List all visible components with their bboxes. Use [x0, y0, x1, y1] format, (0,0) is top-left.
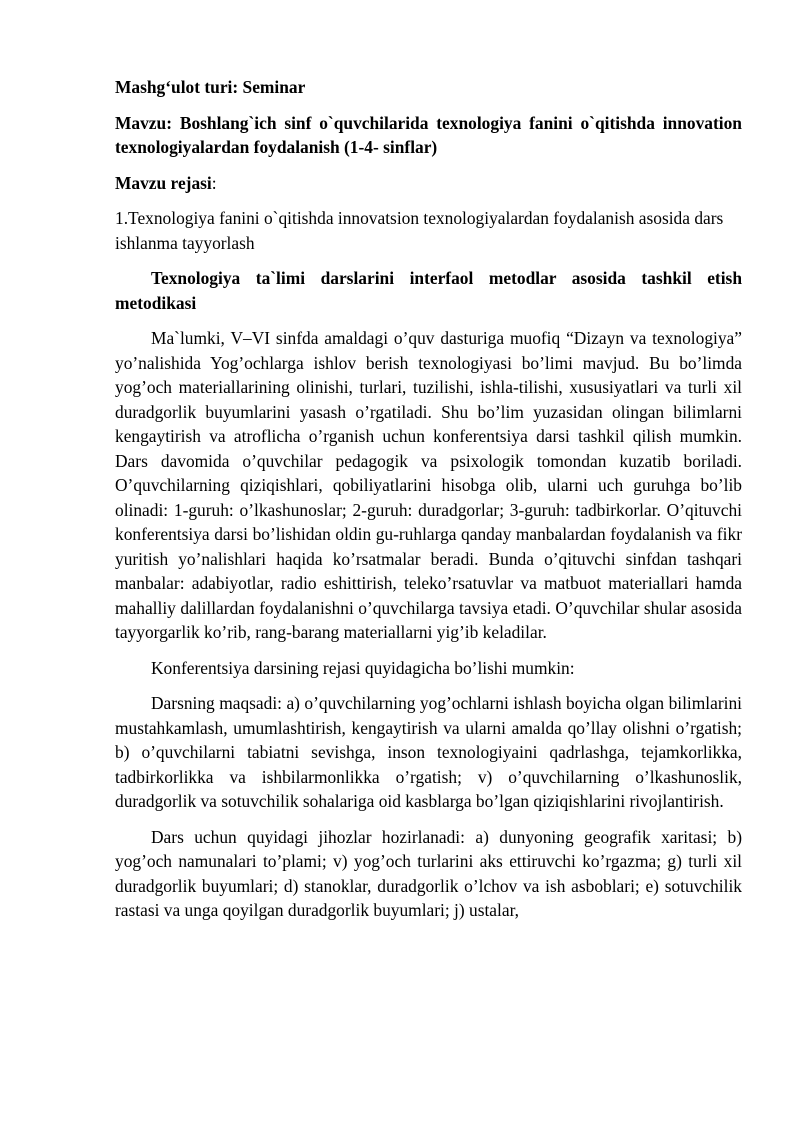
- plan-label: Mavzu rejasi: [115, 172, 212, 193]
- topic-paragraph: [115, 111, 742, 160]
- body-paragraph-1: Ma`lumki, V–VI sinfda amaldagi o’quv dasturiga muofiq “Dizayn va texnologiya” yo’nalishida Yog’ochlarga ishlov berish texnologiyasi bo’limi mavjud. Bu bo’limda yog’och materiallarining olinishi, turlari, tuzilishi, ishla-tilishi, xususiyatlari va turli xil duradgorlik buyumlarini yasash o’rgatiladi. Shu bo’lim yuzasidan olingan bilimlarni kengaytirish va atroflicha o’rganish uchun konferentsiya darsi tashkil qilish mumkin. Dars davomida o’quvchilar pedagogik va psixologik tomondan kuzatib boriladi. O’quvchilarning qiziqishlari, qobiliyatlarini hisobga olib, ularni uch guruhga bo’lib olinadi: 1-guruh: o’lkashunoslar; 2-guruh: duradgorlar; 3-guruh: tadbirkorlar. O’qituvchi konferentsiya darsi bo’lishidan oldin gu-ruhlarga qanday manbalardan foydalanish va fikr yuritish yo’nalishlari haqida ko’rsatmalar beradi. Bunda o’qituvchi sinfdan tashqari manbalar: adabiyotlar, radio eshittirish, teleko’rsatuvlar va matbuot materiallari hamda mahalliy dalillardan foydalanishni o’quvchilarga tavsiya etadi. O’quvchilar shular asosida tayyorgarlik ko’rib, rang-barang materiallarni yig’ib keladilar.: [115, 328, 742, 642]
- topic-text: Boshlang`ich sinf o`quvchilarida texnologiya fanini o`qitishda innovation texnologiyalardan foydalanish (1-4- sinflar): [115, 112, 742, 157]
- plan-item-1: 1.Texnologiya fanini o`qitishda innovatsion texnologiyalardan foydalanish asosida dars ishlanma tayyorlash: [115, 208, 724, 253]
- plan-heading: [115, 171, 742, 196]
- plan-colon: :: [211, 172, 217, 193]
- section-heading: Texnologiya ta`limi darslarini interfaol metodlar asosida tashkil etish metodikasi: [115, 268, 742, 313]
- body-paragraph-2: Konferentsiya darsining rejasi quyidagicha bo’lishi mumkin:: [151, 657, 575, 678]
- document-page: [115, 75, 742, 934]
- body-paragraph-4: Dars uchun quyidagi jihozlar hozirlanadi: a) dunyoning geografik xaritasi; b) yog’och namunalari to’plami; v) yog’och turlarini aks ettiruvchi ko’rgazma; g) turli xil duradgorlik buyumlari; d) stanoklar, duradgorlik o’lchov va ish asboblari; e) sotuvchilik rastasi va unga qoyilgan duradgorlik buyumlari; j) ustalar,: [115, 826, 742, 920]
- lesson-type-line: Mashg‘ulot turi: Seminar: [115, 77, 306, 97]
- topic-label: Mavzu:: [115, 112, 172, 133]
- body-paragraph-3: Darsning maqsadi: a) o’quvchilarning yog’ochlarni ishlash boyicha olgan bilimlarini mustahkamlash, umumlashtirish, kengaytirish va ularni amalda qo’llay olishni o’rgatish; b) o’quvchilarni tabiatni sevishga, inson texnologiyaini qadrlashga, tejamkorlikka, tadbirkorlikka va ishbilarmonlikka o’rgatish; v) o’quvchilarning o’lkashunoslik, duradgorlik va sotuvchilik sohalariga oid kasblarga bo’lgan qiziqishlarini rivojlantirish.: [115, 693, 742, 811]
